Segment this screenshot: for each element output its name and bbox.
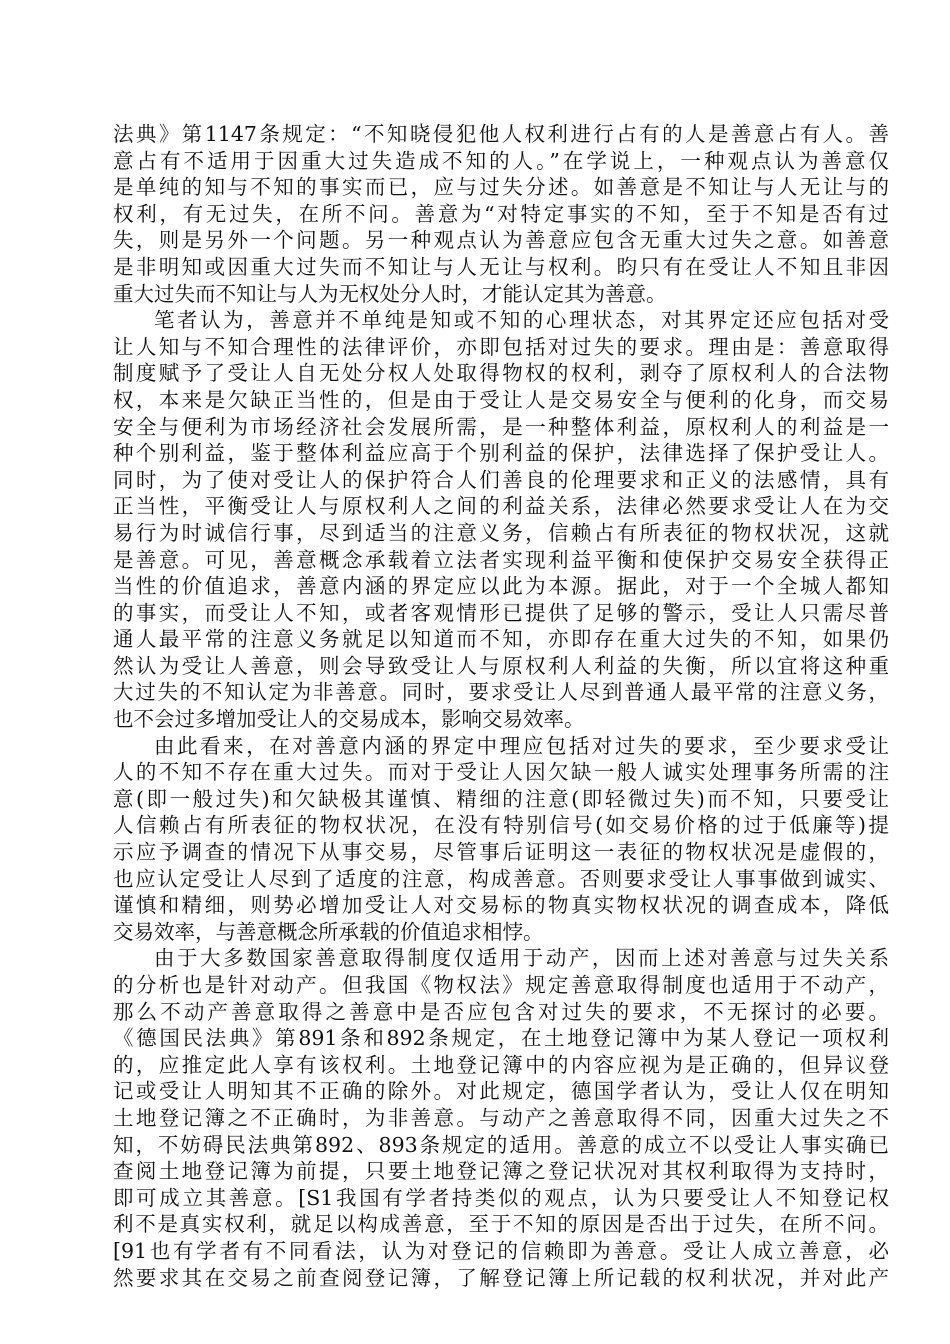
paragraph-2-line: 也不会过多增加受让人的交易成本，影响交易效率。: [113, 707, 585, 732]
paragraph-4-line: 知，不妨碍民法典第892、893条规定的适用。善意的成立不以受让人事实确已: [113, 1132, 889, 1157]
paragraph-2-line: 让人知与不知合理性的法律评价，亦即包括对过失的要求。理由是：善意取得: [113, 334, 889, 359]
paragraph-3-line: 人信赖占有所表征的物权状况，在没有特别信号(如交易价格的过于低廉等)提: [113, 813, 889, 838]
paragraph-4-line: 土地登记簿之不正确时，为非善意。与动产之善意取得不同，因重大过失之不: [113, 1105, 889, 1130]
paragraph-1-line: 是单纯的知与不知的事实而已，应与过失分述。如善意是不知让与人无让与的: [113, 175, 889, 200]
paragraph-4-line: 利不是真实权利，就足以构成善意，至于不知的原因是否出于过失，在所不问。: [113, 1212, 889, 1237]
paragraph-2-line: 易行为时诚信行事，尽到适当的注意义务，信赖占有所表征的物权状况，这就: [113, 520, 889, 545]
paragraph-1-line: 法典》第1147条规定：“不知晓侵犯他人权利进行占有的人是善意占有人。善: [113, 122, 889, 146]
paragraph-2-line: 制度赋予了受让人自无处分权人处取得物权的权利，剥夺了原权利人的合法物: [113, 361, 889, 386]
paragraph-4-line: 那么不动产善意取得之善意中是否应包含对过失的要求，不无探讨的必要。: [113, 999, 889, 1024]
paragraph-4-line: 查阅土地登记簿为前提，只要土地登记簿之登记状况对其权利取得为支持时，: [113, 1159, 889, 1184]
paragraph-2-line: 安全与便利为市场经济社会发展所需，是一种整体利益，原权利人的利益是一: [113, 414, 889, 439]
paragraph-3-line: 人的不知不存在重大过失。而对于受让人因欠缺一般人诚实处理事务所需的注: [113, 760, 889, 785]
paragraph-4-line: 的分析也是针对动产。但我国《物权法》规定善意取得制度也适用于不动产，: [113, 973, 889, 997]
paragraph-4-line: 由于大多数国家善意取得制度仅适用于动产，因而上述对善意与过失关系: [154, 946, 889, 971]
paragraph-4-line: 《德国民法典》第891条和892条规定，在土地登记簿中为某人登记一项权利: [113, 1026, 889, 1051]
paragraph-3-line: 示应予调查的情况下从事交易，尽管事后证明这一表征的物权状况是虚假的，: [113, 840, 889, 865]
paragraph-2-line: 种个别利益，鉴于整体利益应高于个别利益的保护，法律选择了保护受让人。: [113, 441, 889, 466]
paragraph-4-line: [91也有学者有不同看法，认为对登记的信赖即为善意。受让人成立善意，必: [113, 1238, 889, 1263]
paragraph-2-line: 正当性，平衡受让人与原权利人之间的利益关系，法律必然要求受让人在为交: [113, 494, 889, 519]
paragraph-2-line: 大过失的不知认定为非善意。同时，要求受让人尽到普通人最平常的注意义务，: [113, 680, 889, 705]
paragraph-1-line: 权利，有无过失，在所不问。善意为“对特定事实的不知，至于不知是否有过: [113, 201, 889, 226]
paragraph-3-line: 谨慎和精细，则势必增加受让人对交易标的物真实物权状况的调查成本，降低: [113, 893, 889, 918]
paragraph-4-line: 记或受让人明知其不正确的除外。对此规定，德国学者认为，受让人仅在明知: [113, 1079, 889, 1104]
paragraph-2-line: 的事实，而受让人不知，或者客观情形已提供了足够的警示，受让人只需尽普: [113, 600, 889, 625]
paragraph-4-line: 然要求其在交易之前查阅登记簿，了解登记簿上所记载的权利状况，并对此产: [113, 1265, 889, 1290]
paragraph-4-line: 的，应推定此人享有该权利。土地登记簿中的内容应视为是正确的，但异议登: [113, 1052, 889, 1077]
paragraph-1-line: 失，则是另外一个问题。另一种观点认为善意应包含无重大过失之意。如善意: [113, 228, 889, 253]
paragraph-2-line: 同时，为了使对受让人的保护符合人们善良的伦理要求和正义的法感情，具有: [113, 467, 889, 492]
paragraph-2-line: 通人最平常的注意义务就足以知道而不知，亦即存在重大过失的不知，如果仍: [113, 627, 889, 652]
paragraph-4-line: 即可成立其善意。[S1我国有学者持类似的观点，认为只要受让人不知登记权: [113, 1185, 889, 1210]
paragraph-2-line: 当性的价值追求，善意内涵的界定应以此为本源。据此，对于一个全城人都知: [113, 574, 889, 599]
paragraph-1-line: 意占有不适用于因重大过失造成不知的人。”在学说上，一种观点认为善意仅: [113, 148, 889, 173]
paragraph-2-line: 然认为受让人善意，则会导致受让人与原权利人利益的失衡，所以宜将这种重: [113, 653, 889, 678]
paragraph-3-line: 交易效率，与善意概念所承载的价值追求相悖。: [113, 919, 544, 944]
paragraph-3-line: 意(即一般过失)和欠缺极其谨慎、精细的注意(即轻微过失)而不知，只要受让: [113, 786, 889, 811]
paragraph-3-line: 由此看来，在对善意内涵的界定中理应包括对过失的要求，至少要求受让: [154, 733, 889, 758]
paragraph-2-line: 笔者认为，善意并不单纯是知或不知的心理状态，对其界定还应包括对受: [154, 308, 889, 333]
paragraph-1-line: 重大过失而不知让与人为无权处分人时，才能认定其为善意。: [113, 281, 667, 306]
paragraph-2-line: 是善意。可见，善意概念承载着立法者实现利益平衡和使保护交易安全获得正: [113, 547, 889, 572]
paragraph-2-line: 权，本来是欠缺正当性的，但是由于受让人是交易安全与便利的化身，而交易: [113, 387, 889, 412]
paragraph-1-line: 是非明知或因重大过失而不知让与人无让与权利。昀只有在受让人不知且非因: [113, 254, 889, 279]
body-text: [113, 121, 889, 1291]
paragraph-3-line: 也应认定受让人尽到了适度的注意，构成善意。否则要求受让人事事做到诚实、: [113, 866, 889, 891]
